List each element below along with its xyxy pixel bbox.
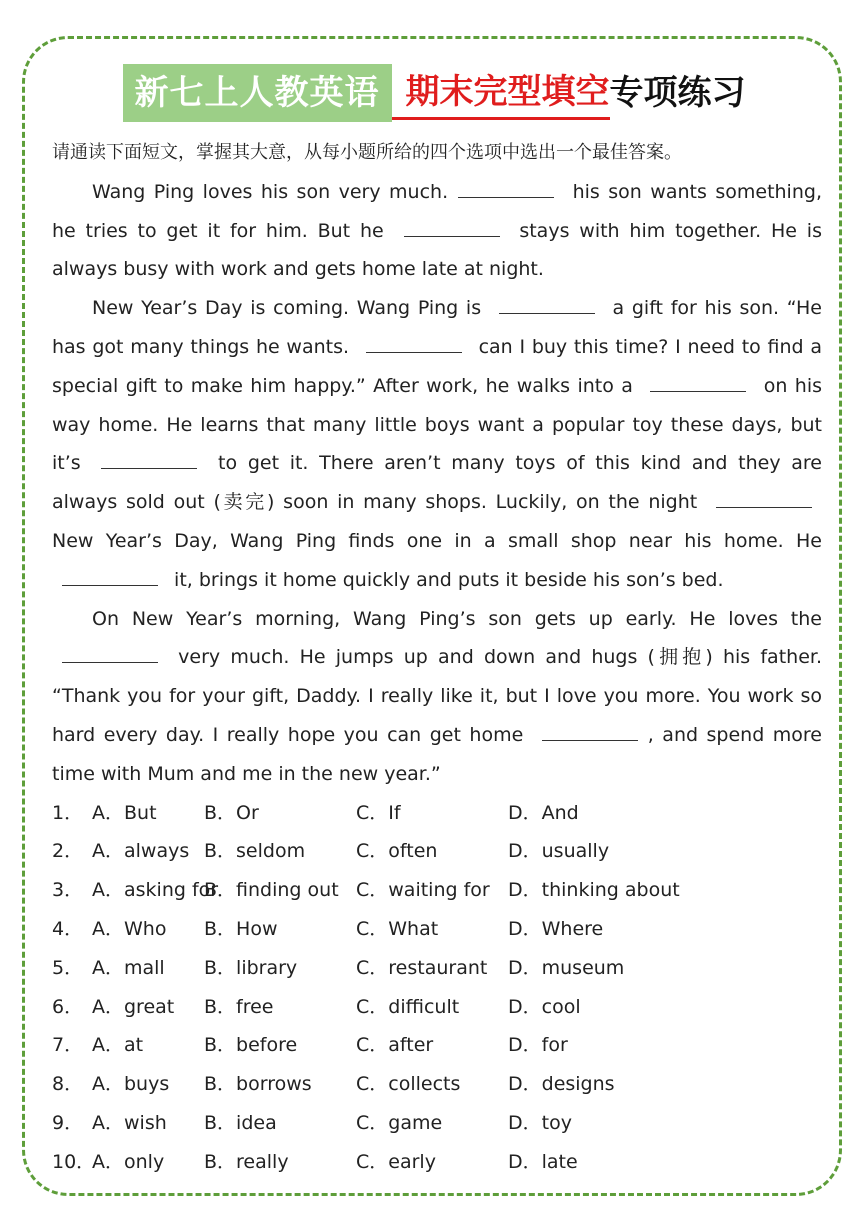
page-title [0,64,868,122]
instruction-text: 请通读下面短文，掌握其大意，从每小题所给的四个选项中选出一个最佳答案。 [52,142,682,163]
option-row: 8． A．buys B．borrows C．collects D．designs [52,1073,615,1096]
option-row: 10． A．only B．really C．early D．late [52,1150,578,1173]
blank-8 [62,565,158,586]
worksheet-content [52,134,822,1182]
blank-1 [458,177,554,198]
option-row: 4． A．Who B．How C．What D．Where [52,917,604,940]
passage-paragraph-3: On New Year’s morning, Wang Ping’s son gets up early. He loves the very much. He jumps up and down and hugs (拥抱) his father. “Thank you for your gift, Daddy. I really like it, but I love you more. You work so hard every day. I really hope you can get home , and spend more time with Mum and me in the new year.” [52,607,822,785]
blank-10 [542,720,638,741]
passage-paragraph-1: Wang Ping loves his son very much. his son wants something, he tries to get it for him. But he stays with him together. He is always busy with work and gets home late at night. [52,173,822,289]
blank-5 [650,371,746,392]
blank-4 [366,332,462,353]
title-part-black: 专项练习 [609,73,746,113]
blank-6 [101,448,197,469]
blank-2 [404,216,500,237]
blank-9 [62,642,158,663]
options-list [52,794,822,1182]
option-row: 2． A．always B．seldom C．often D．usually [52,840,610,863]
title-part-red: 期末完型填空 [392,67,610,120]
blank-3 [499,293,595,314]
option-row: 6． A．great B．free C．difficult D．cool [52,995,581,1018]
option-row: 7． A．at B．before C．after D．for [52,1034,568,1057]
option-row: 3． A．asking for B．finding out C．waiting for D．thinking about [52,879,680,902]
title-part-green: 新七上人教英语 [123,64,392,122]
blank-7 [716,487,812,508]
option-row: 5． A．mall B．library C．restaurant D．museum [52,956,625,979]
option-row: 9． A．wish B．idea C．game D．toy [52,1111,572,1134]
option-row: 1． A．But B．Or C．If D．And [52,801,579,824]
passage-paragraph-2: New Year’s Day is coming. Wang Ping is a gift for his son. “He has got many things he wants. can I buy this time? I need to find a special gift to make him happy.” After work, he walks into a on his way home. He learns that many little boys want a popular toy these days, but it’s to get it. There aren’t many toys of this kind and they are always sold out (卖完) soon in many shops. Luckily, on the night New Year’s Day, Wang Ping finds one in a small shop near his home. He it, brings it home quickly and puts it beside his son’s bed. [52,289,822,599]
